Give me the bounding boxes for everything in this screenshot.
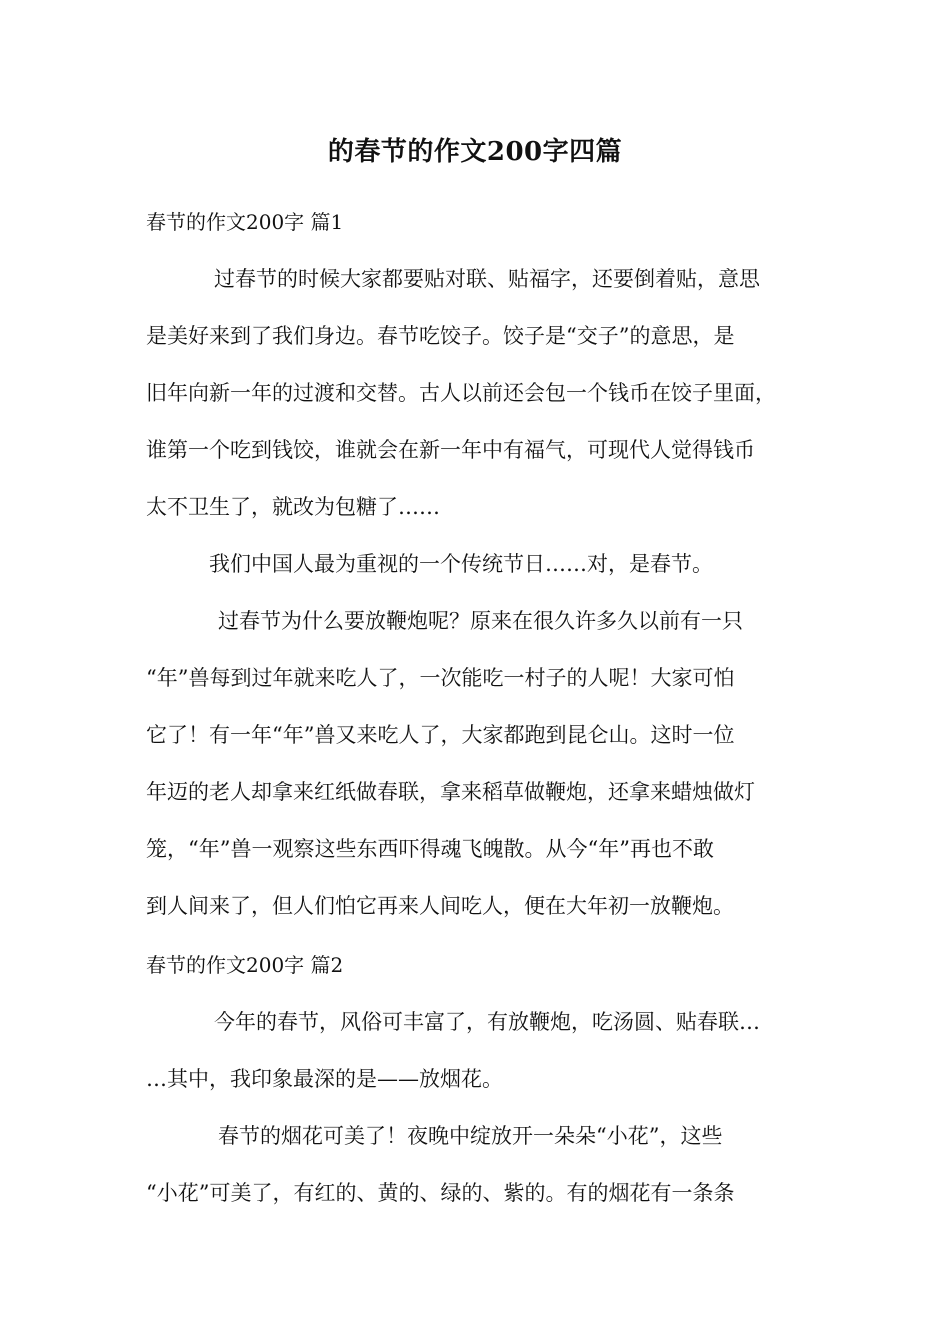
paragraph-line: 笼，“年”兽一观察这些东西吓得魂飞魄散。从今“年”再也不敢 (146, 837, 714, 861)
paragraph-line: 谁第一个吃到钱饺，谁就会在新一年中有福气，可现代人觉得钱币 (146, 438, 755, 462)
paragraph-line: 春节的烟花可美了！夜晚中绽放开一朵朵“小花”，这些 (218, 1124, 723, 1148)
paragraph-line: 今年的春节，风俗可丰富了，有放鞭炮，吃汤圆、贴春联… (214, 1010, 760, 1034)
paragraph-line: 是美好来到了我们身边。春节吃饺子。饺子是“交子”的意思，是 (146, 324, 735, 348)
paragraph-line: 过春节的时候大家都要贴对联、贴福字，还要倒着贴，意思 (214, 267, 760, 291)
paragraph-line: “年”兽每到过年就来吃人了，一次能吃一村子的人呢！大家可怕 (146, 666, 735, 690)
paragraph-line: 太不卫生了，就改为包糖了…… (146, 495, 440, 519)
paragraph-line: …其中，我印象最深的是——放烟花。 (146, 1067, 503, 1091)
paragraph-line: 到人间来了，但人们怕它再来人间吃人，便在大年初一放鞭炮。 (146, 894, 734, 918)
paragraph-line: 过春节为什么要放鞭炮呢？原来在很久许多久以前有一只 (218, 609, 743, 633)
paragraph-line: 我们中国人最为重视的一个传统节日……对，是春节。 (209, 552, 713, 576)
paragraph-line: “小花”可美了，有红的、黄的、绿的、紫的。有的烟花有一条条 (146, 1181, 735, 1205)
section-heading-2: 春节的作文200字 篇2 (146, 953, 344, 977)
paragraph-line: 年迈的老人却拿来红纸做春联，拿来稻草做鞭炮，还拿来蜡烛做灯 (146, 780, 755, 804)
paragraph-line: 旧年向新一年的过渡和交替。古人以前还会包一个钱币在饺子里面， (146, 381, 776, 405)
document-title: 的春节的作文200字四篇 (327, 137, 623, 167)
section-heading-1: 春节的作文200字 篇1 (146, 210, 344, 234)
paragraph-line: 它了！有一年“年”兽又来吃人了，大家都跑到昆仑山。这时一位 (146, 723, 735, 747)
